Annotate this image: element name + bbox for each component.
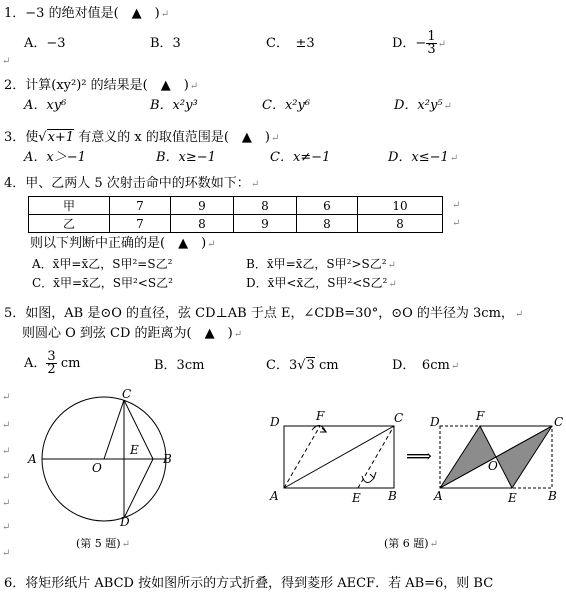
table-row: [29, 215, 443, 233]
table-cell: 9: [171, 197, 234, 215]
label-c: C: [394, 411, 404, 425]
q3-option-b: B．x≥−1: [156, 150, 216, 165]
table-row: [29, 197, 443, 215]
q5-option-a: A． $\frac{3}{2}$ cm: [24, 349, 81, 377]
q3-radicand: x+1: [47, 130, 75, 145]
table-cell: 8: [297, 215, 358, 233]
q1-option-d: D．− $\frac{1}{3}$ ↵: [392, 29, 446, 57]
q5-option-d: D． 6cm↵: [392, 358, 460, 373]
table-cell: 8: [358, 215, 443, 233]
segment-db: [124, 459, 153, 518]
label-e: E: [508, 491, 517, 505]
q3-option-a: A．x＞−1: [24, 150, 86, 165]
fold-arrow-bottom-icon: [362, 476, 374, 483]
table-cell: 7: [110, 215, 171, 233]
q5-stem-line1: 5．如图，AB 是⊙O 的直径，弦 CD⊥AB 于点 E，∠CDB=30°，⊙O 的半径为 3cm，↵: [4, 306, 524, 321]
q3-option-c: C．x≠−1: [270, 150, 331, 165]
label-f: F: [476, 409, 485, 423]
shaded-triangle-right: [496, 426, 552, 488]
label-c: C: [122, 387, 132, 401]
q1-stem: 1．−3 的绝对值是( ▲ )↵: [4, 6, 170, 21]
q1-fraction-denominator: 3: [427, 42, 436, 57]
label-b: B: [388, 489, 397, 503]
diagonal-ac: [440, 426, 552, 488]
q5-option-b: B．3cm: [154, 358, 205, 373]
q5-option-c: C．3√3 cm: [266, 358, 339, 373]
q4-stem: 4．甲、乙两人 5 次射击命中的环数如下：↵: [4, 176, 260, 191]
q1-option-b: B．3: [150, 36, 181, 51]
q6-stem: 6．将矩形纸片 ABCD 按如图所示的方式折叠，得到菱形 AECF．若 AB=6，则 BC: [4, 576, 494, 591]
label-a: A: [270, 489, 279, 503]
table-cell-name: 乙: [29, 215, 110, 233]
label-o: O: [92, 461, 102, 475]
label-b: B: [548, 489, 557, 503]
label-d: D: [270, 415, 280, 429]
shaded-triangle-left: [440, 426, 496, 488]
q2-stem: 2．计算(xy²)² 的结果是( ▲ )↵: [4, 78, 199, 93]
segment-oc: [104, 400, 124, 459]
q1-option-c: C． ±3: [266, 36, 315, 51]
figure-5-caption: (第 5 题)↵: [76, 537, 130, 550]
diagonal-ac: [284, 426, 394, 488]
fold-arrowhead-bottom-icon: [370, 472, 376, 478]
figure-6-folding-diagram: [262, 404, 566, 512]
q2-option-b: B．x²y³: [150, 98, 198, 113]
q4-judge: 则以下判断中正确的是( ▲ )↵: [30, 236, 216, 251]
q4-option-c: C．x̄甲=x̄乙，S甲²<S乙²: [32, 276, 173, 290]
table-cell: 6: [297, 197, 358, 215]
q1-option-a: A．−3: [24, 36, 66, 51]
table-cell-name: 甲: [29, 197, 110, 215]
table-cell: 8: [234, 197, 297, 215]
figure-6-caption: (第 6 题)↵: [384, 537, 438, 550]
q5-fraction-numerator: 3: [47, 349, 56, 364]
q3-option-d: D．x≤−1↵: [388, 150, 459, 165]
q4-option-a: A．x̄甲=x̄乙，S甲²=S乙²: [32, 257, 173, 271]
q5-fraction-denominator: 2: [47, 362, 56, 377]
label-d: D: [430, 415, 440, 429]
figure-5-circle-diagram: [20, 380, 180, 530]
label-e: E: [352, 491, 361, 505]
label-b: B: [163, 452, 172, 466]
q3-stem: 3．使√x+1 有意义的 x 的取值范围是( ▲ )↵: [4, 130, 280, 145]
fold-line-af: [284, 426, 320, 488]
label-c: C: [554, 415, 564, 429]
table-cell: 8: [171, 215, 234, 233]
label-a: A: [434, 489, 443, 503]
q4-score-table: [28, 196, 443, 233]
table-cell: 9: [234, 215, 297, 233]
label-d: D: [120, 515, 130, 529]
q2-option-d: D．x²y⁵↵: [394, 98, 452, 113]
label-o: O: [488, 459, 498, 473]
label-e: E: [130, 443, 139, 457]
q4-option-d: D．x̄甲<x̄乙，S甲²<S乙²↵: [246, 276, 397, 290]
label-f: F: [316, 409, 325, 423]
q1-fraction-numerator: 1: [427, 29, 436, 44]
label-a: A: [28, 452, 37, 466]
table-cell: 10: [358, 197, 443, 215]
q5-stem-line2: 则圆心 O 到弦 CD 的距离为( ▲ )↵: [22, 326, 243, 341]
q2-option-a: A．xy⁶: [24, 98, 67, 113]
q2-option-c: C．x²y⁶: [262, 98, 311, 113]
transform-arrow-icon: ⟹: [406, 446, 432, 467]
q4-option-b: B．x̄甲=x̄乙，S甲²>S乙²↵: [246, 257, 396, 271]
table-cell: 7: [110, 197, 171, 215]
